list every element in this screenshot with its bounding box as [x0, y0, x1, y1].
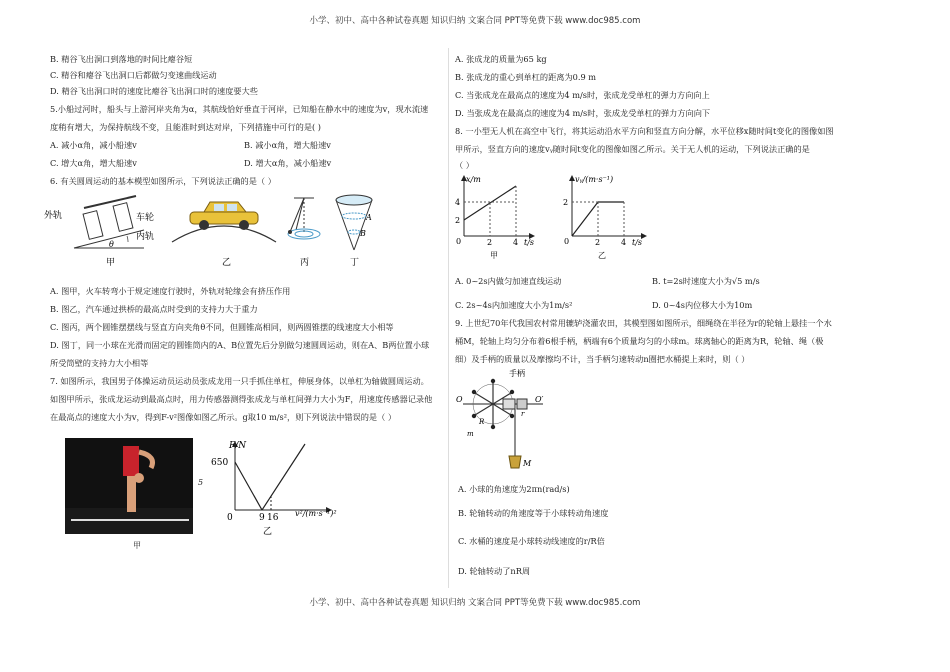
fig8-jia-ylabel: x/m	[466, 175, 481, 184]
q6-option-c: C. 图丙，两个圆锥摆摆线与竖直方向夹角θ不同，但圆锥高相同，则两圆锥摆的线速度大小相等	[50, 322, 394, 332]
fig7-line-up	[262, 444, 305, 510]
q4-option-d: D. 精谷飞出洞口时的速度比瘪谷飞出洞口时的速度要大些	[50, 86, 258, 96]
q9-stem-line1: 9. 上世纪70年代我国农村常用辘轳浇灌农田，其模型图如图所示，细绳绕在半径为r的轮轴上悬挂一个水	[455, 318, 832, 328]
fig6-label-ding: 丁	[350, 258, 360, 268]
q7-option-a: A. 张成龙的质量为65 kg	[455, 54, 547, 64]
page-header: 小学、初中、高中各种试卷真题 知识归纳 文案合同 PPT等免费下载 www.doc985.com	[309, 16, 641, 26]
fig8-yi-label: 乙	[598, 251, 606, 260]
q5-stem-line2: 度稍有增大，为保持航线不变，且能准时到达对岸，下列措施中可行的是( )	[50, 122, 321, 132]
fig6-label-bing: 丙	[300, 258, 310, 268]
fig7-x9: 9	[259, 513, 265, 523]
fig9-label-m: m	[467, 430, 474, 438]
q8-option-d: D. 0~4s内位移大小为10m	[652, 300, 753, 310]
q8-option-a: A. 0~2s内做匀加速直线运动	[455, 276, 562, 286]
q6-figure	[44, 190, 384, 270]
fig8-yi-ylabel: vᵧ/(m·s⁻¹)	[575, 175, 614, 184]
column-divider	[448, 48, 449, 588]
q6-stem: 6. 有关圆周运动的基本模型如图所示，下列说法正确的是（ ）	[50, 176, 276, 186]
fig7-y650: 650	[211, 458, 229, 468]
q9-option-a: A. 小球的角速度为2πn(rad/s)	[458, 484, 570, 494]
q4-option-b: B. 精谷飞出洞口到落地的时间比瘪谷短	[50, 54, 193, 64]
q8-option-c: C. 2s~4s内加速度大小为1m/s²	[455, 300, 573, 310]
fig6-theta-label: θ	[109, 240, 114, 249]
q6-option-a: A. 图甲，火车转弯小于规定速度行驶时，外轨对轮缘会有挤压作用	[50, 286, 291, 296]
fig7-xlabel: v²/(m·s⁻¹)²	[295, 509, 337, 518]
q7-stem-line3: 在最高点的速度大小为v，得到F-v²图像如图乙所示。g取10 m/s²，则下列说法中错误的是（ ）	[50, 412, 397, 422]
fig8-jia-xlabel: t/s	[524, 238, 535, 247]
fig9-label-o: O	[456, 395, 463, 404]
fig8-jia-origin: 0	[456, 237, 462, 246]
q9-stem-line3: 细）及手柄的质量以及摩擦均不计，当手柄匀速转动n圈把水桶提上来时，则（ ）	[455, 354, 750, 364]
q9-option-b: B. 轮轴转动的角速度等于小球转动角速度	[458, 508, 609, 518]
fig6-bing-pendulums	[288, 198, 320, 239]
fig8-yi-origin: 0	[564, 237, 570, 246]
fig6-yi-car-bridge	[172, 202, 276, 242]
page-footer: 小学、初中、高中各种试卷真题 知识归纳 文案合同 PPT等免费下载 www.doc985.com	[309, 598, 641, 608]
fig6-inner-rail-label: 内轨	[136, 232, 155, 242]
fig6-wheel-label: 车轮	[136, 213, 155, 223]
q8-stem-line3: （ ）	[455, 160, 474, 170]
q8-stem-line1: 8. 一小型无人机在高空中飞行，将其运动沿水平方向和竖直方向分解，水平位移x随时间t变化的图像如图	[455, 126, 834, 136]
fig7-x16: 16	[267, 513, 279, 523]
fig8-jia-graph	[450, 172, 540, 264]
fig6-label-yi: 乙	[222, 258, 232, 268]
fig7-origin: 0	[227, 513, 233, 523]
fig6-ding-cone	[336, 195, 372, 250]
fig7-graph	[205, 438, 345, 548]
q8-stem-line2: 甲所示，竖直方向的速度vᵧ随时间t变化的图像如图乙所示。关于无人机的运动，下列说法正确的是	[455, 144, 810, 154]
fig9-label-r: r	[521, 410, 525, 418]
fig7-label-jia: 甲	[133, 541, 141, 550]
fig8-yi-x4: 4	[621, 238, 627, 247]
q5-option-a: A. 减小α角，减小船速v	[50, 140, 137, 150]
fig8-jia-x2: 2	[487, 238, 493, 247]
fig8-yi-x2: 2	[595, 238, 601, 247]
q4-option-c: C. 精谷和瘪谷飞出洞口后都做匀变速曲线运动	[50, 70, 217, 80]
q7-stem-line1: 7. 如图所示，我国男子体操运动员运动员张成龙用一只手抓住单杠，伸展身体，以单杠为轴做圆周运动。	[50, 376, 429, 386]
fig6-point-a: A	[366, 213, 372, 222]
q5-option-b: B. 减小α角，增大船速v	[244, 140, 331, 150]
q7-gymnast-photo	[65, 438, 193, 534]
q5-stem-line1: 5.小船过河时，船头与上游河岸夹角为α，其航线恰好垂直于河岸，已知船在静水中的速度为v，现水流速	[50, 104, 429, 114]
fig6-label-jia: 甲	[106, 258, 116, 268]
fig8-jia-y2: 2	[455, 216, 461, 225]
fig8-yi-y2: 2	[563, 198, 569, 207]
q8-option-b: B. t=2s时速度大小为√5 m/s	[652, 276, 760, 286]
fig6-point-b: B	[360, 229, 366, 238]
fig8-yi-graph	[558, 172, 654, 264]
fig9-windlass	[455, 368, 555, 472]
fig9-label-M: M	[523, 459, 532, 468]
q7-option-c: C. 当张成龙在最高点的速度为4 m/s时，张成龙受单杠的弹力方向向上	[455, 90, 710, 100]
fig9-label-R: R	[479, 418, 485, 426]
q7-option-b: B. 张成龙的重心到单杠的距离为0.9 m	[455, 72, 597, 82]
fig6-outer-rail-label: 外轨	[44, 211, 63, 221]
q5-option-d: D. 增大α角，减小船速v	[244, 158, 332, 168]
q6-option-d-line2: 所受筒壁的支持力大小相等	[50, 358, 149, 368]
fig8-jia-x4: 4	[513, 238, 519, 247]
q7-option-d: D. 当张成龙在最高点的速度为4 m/s时，张成龙受单杠的弹力方向向下	[455, 108, 711, 118]
fig8-jia-y4: 4	[455, 198, 461, 207]
fig9-handle-label: 手柄	[509, 369, 525, 378]
fig7-ylabel: F/N	[229, 441, 247, 451]
fig7-line-down	[235, 462, 262, 510]
fig8-yi-xlabel: t/s	[632, 238, 643, 247]
fig8-jia-label: 甲	[490, 251, 498, 260]
q6-option-d-line1: D. 图丁，同一小球在光滑而固定的圆锥筒内的A、B位置先后分别做匀速圆周运动，则在A、B两位置小球	[50, 340, 430, 350]
fig7-label-yi: 乙	[263, 527, 273, 537]
q6-option-b: B. 图乙，汽车通过拱桥的最高点时受到的支持力大于重力	[50, 304, 258, 314]
q9-option-c: C. 水桶的速度是小球转动线速度的r/R倍	[458, 536, 605, 546]
fig9-label-o-prime: O′	[535, 395, 544, 404]
q7-stem-line2: 如图甲所示，张成龙运动到最高点时，用力传感器测得张成龙与单杠间弹力大小为F，用速度传感器记录他	[50, 394, 433, 404]
q9-stem-line2: 桶M，轮轴上均匀分布着6根手柄，柄端有6个质量均匀的小球m。球离轴心的距离为R，轮轴、绳（极	[455, 336, 824, 346]
fig7-note: 5	[198, 478, 204, 487]
q5-option-c: C. 增大α角，增大船速v	[50, 158, 137, 168]
q9-option-d: D. 轮轴转动了nR周	[458, 566, 531, 576]
